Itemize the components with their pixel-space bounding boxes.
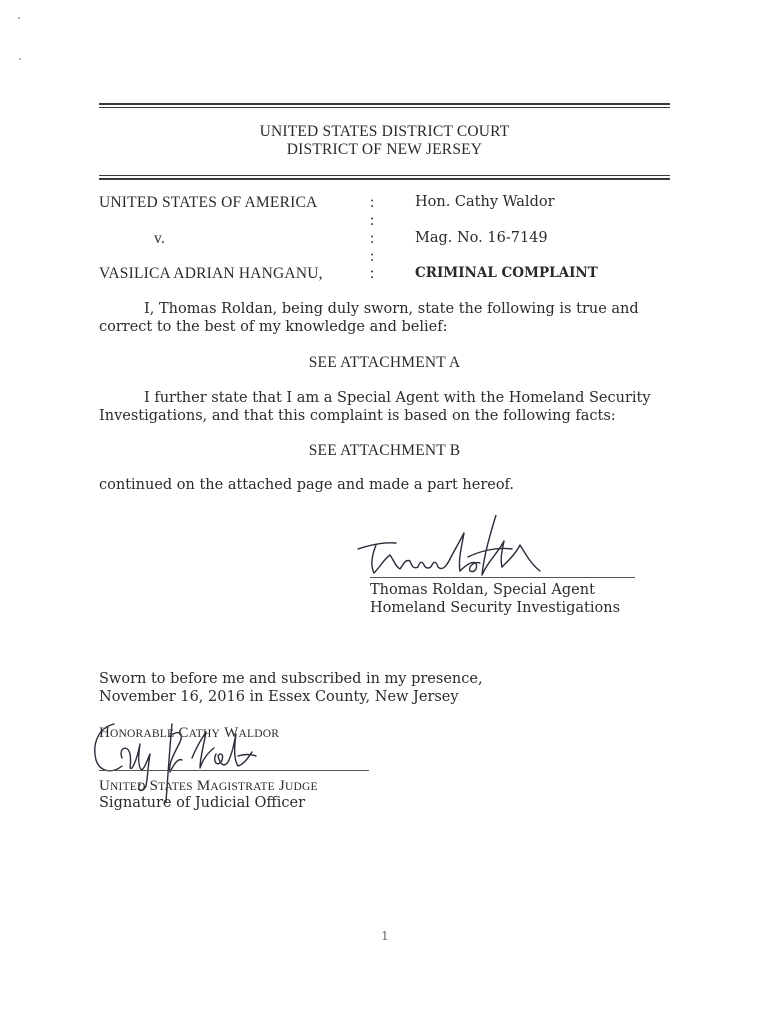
affiant-signature bbox=[350, 515, 580, 585]
court-district: DISTRICT OF NEW JERSEY bbox=[286, 141, 483, 158]
caption-colon: : bbox=[370, 265, 375, 282]
judge-title: UNITED STATES MAGISTRATE JUDGE bbox=[99, 778, 318, 794]
attachment-a-reference: SEE ATTACHMENT A bbox=[308, 354, 461, 371]
caption-colon: : bbox=[370, 212, 375, 229]
affiant-signature-line bbox=[370, 577, 635, 578]
paragraph-2-line-2: Investigations, and that this complaint is based on the following facts: bbox=[99, 408, 616, 424]
signature-caption: Signature of Judicial Officer bbox=[99, 795, 306, 811]
magistrate-number: Mag. No. 16-7149 bbox=[415, 230, 548, 246]
mid-rule-thick bbox=[99, 178, 670, 180]
paragraph-2-line-1: I further state that I am a Special Agent with the Homeland Security bbox=[144, 390, 651, 406]
caption-colon: : bbox=[370, 248, 375, 265]
jurat-line-2: November 16, 2016 in Essex County, New Jersey bbox=[99, 689, 459, 705]
judge-printed-name: HONORABLE CATHY WALDOR bbox=[99, 725, 280, 741]
top-rule-thin bbox=[99, 107, 670, 108]
court-name: UNITED STATES DISTRICT COURT bbox=[259, 123, 510, 140]
continued-statement: continued on the attached page and made a part hereof. bbox=[99, 477, 515, 493]
affiant-name-title: Thomas Roldan, Special Agent bbox=[370, 582, 595, 598]
paragraph-1-line-1: I, Thomas Roldan, being duly sworn, state the following is true and bbox=[144, 301, 639, 317]
judge-name: Hon. Cathy Waldor bbox=[415, 194, 555, 210]
mid-rule-thin bbox=[99, 175, 670, 176]
defendant-name: VASILICA ADRIAN HANGANU, bbox=[99, 265, 323, 282]
caption-colon: : bbox=[370, 230, 375, 247]
page-number: 1 bbox=[381, 929, 389, 943]
attachment-b-reference: SEE ATTACHMENT B bbox=[308, 442, 461, 459]
paragraph-1-line-2: correct to the best of my knowledge and belief: bbox=[99, 319, 448, 335]
top-rule-thick bbox=[99, 103, 670, 105]
scan-speck bbox=[19, 58, 21, 60]
caption-colon: : bbox=[370, 194, 375, 211]
scan-speck bbox=[18, 17, 20, 19]
judge-signature-line bbox=[99, 770, 369, 771]
document-title: CRIMINAL COMPLAINT bbox=[415, 265, 598, 281]
affiant-agency: Homeland Security Investigations bbox=[370, 600, 621, 616]
jurat-line-1: Sworn to before me and subscribed in my presence, bbox=[99, 671, 483, 687]
versus: v. bbox=[154, 230, 166, 247]
plaintiff-name: UNITED STATES OF AMERICA bbox=[99, 194, 318, 211]
